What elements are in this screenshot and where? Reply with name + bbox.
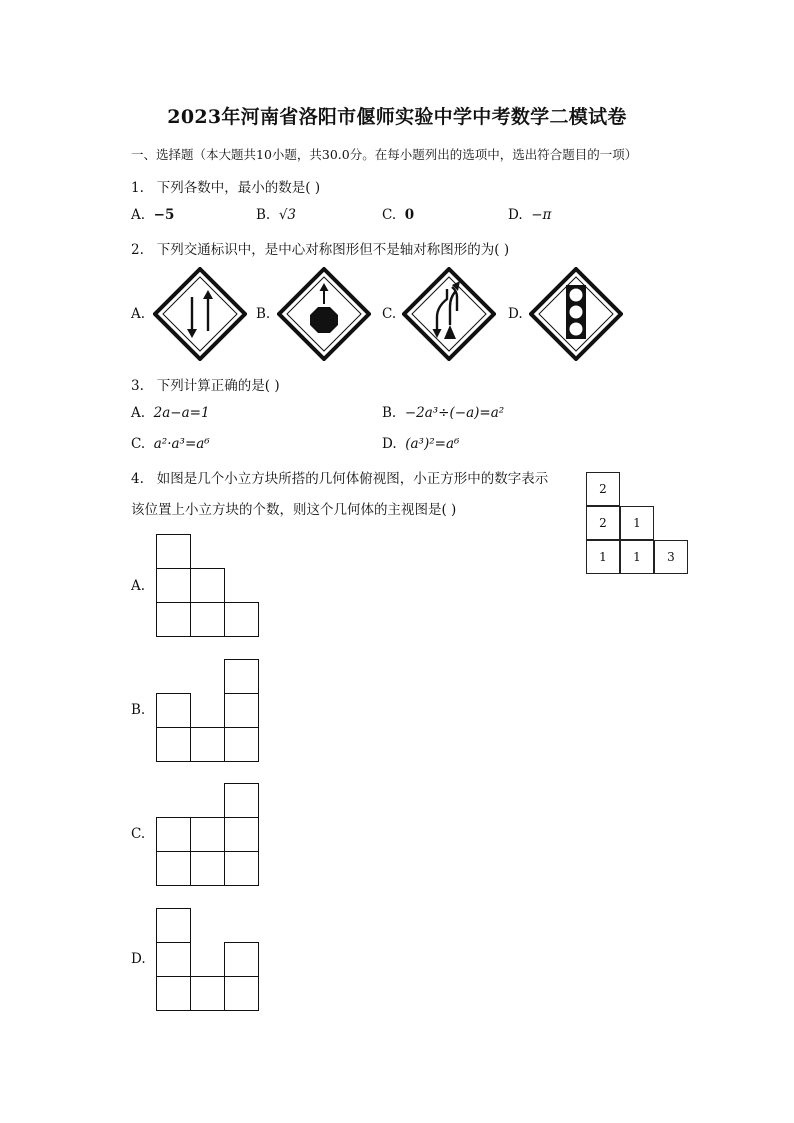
cube-face bbox=[156, 851, 191, 886]
cube-face bbox=[224, 659, 259, 694]
option-value: −5 bbox=[153, 207, 175, 223]
cube-face bbox=[224, 976, 259, 1011]
traffic-light-sign-icon[interactable] bbox=[529, 267, 623, 361]
option-value: 2a−a=1 bbox=[153, 405, 210, 421]
question-4 bbox=[131, 467, 548, 487]
option-label: B. bbox=[382, 405, 397, 421]
question-number: 4. bbox=[131, 471, 144, 487]
option-label: B. bbox=[256, 207, 271, 223]
option-value: √3 bbox=[278, 207, 297, 223]
cube-face bbox=[224, 942, 259, 977]
question-4-line-2: 该位置上小立方块的个数，则这个几何体的主视图是( ) bbox=[131, 502, 457, 518]
q2-option-c-label[interactable]: C. bbox=[382, 306, 397, 322]
top-view-cell: 1 bbox=[620, 540, 654, 574]
cube-face bbox=[156, 817, 191, 852]
option-label: D. bbox=[508, 207, 523, 223]
q3-option-a[interactable] bbox=[131, 405, 210, 421]
arrow-stop-octagon-sign-icon[interactable] bbox=[277, 267, 371, 361]
merge-lanes-sign-icon[interactable] bbox=[402, 267, 496, 361]
top-view-cell: 1 bbox=[620, 506, 654, 540]
section-header: 一、选择题（本大题共10小题，共30.0分。在每小题列出的选项中，选出符合题目的一项） bbox=[131, 147, 638, 162]
q4-option-b-label[interactable]: B. bbox=[131, 702, 146, 718]
q1-option-a[interactable] bbox=[131, 207, 174, 223]
option-label: C. bbox=[382, 207, 397, 223]
cube-face bbox=[224, 602, 259, 637]
question-3 bbox=[131, 374, 280, 394]
cube-face bbox=[224, 727, 259, 762]
cube-face bbox=[156, 727, 191, 762]
question-1 bbox=[131, 176, 320, 196]
question-text-line-1: 如图是几个小立方块所搭的几何体俯视图，小正方形中的数字表示 bbox=[156, 471, 549, 487]
q4-option-a-label[interactable]: A. bbox=[131, 578, 146, 594]
cube-face bbox=[190, 727, 225, 762]
q2-option-d-label[interactable]: D. bbox=[508, 306, 523, 322]
cube-face bbox=[224, 783, 259, 818]
cube-face bbox=[156, 534, 191, 569]
cube-face bbox=[156, 908, 191, 943]
q1-option-d[interactable] bbox=[508, 207, 551, 223]
q4-option-c-figure[interactable] bbox=[156, 783, 258, 885]
cube-face bbox=[156, 942, 191, 977]
cube-face bbox=[224, 693, 259, 728]
q3-option-d[interactable] bbox=[382, 436, 459, 452]
cube-face bbox=[156, 693, 191, 728]
q4-option-d-figure[interactable] bbox=[156, 908, 258, 1010]
option-value: (a³)²=a⁶ bbox=[405, 436, 460, 452]
cube-face bbox=[190, 568, 225, 603]
q1-option-b[interactable] bbox=[256, 207, 296, 223]
q4-option-c-label[interactable]: C. bbox=[131, 826, 146, 842]
question-number: 3. bbox=[131, 378, 144, 394]
top-view-cell: 1 bbox=[586, 540, 620, 574]
option-value: −2a³÷(−a)=a² bbox=[404, 405, 505, 421]
option-value: −π bbox=[531, 207, 552, 223]
two-way-arrows-sign-icon[interactable] bbox=[153, 267, 247, 361]
option-label: C. bbox=[131, 436, 146, 452]
q2-option-a-label[interactable]: A. bbox=[131, 306, 146, 322]
option-label: D. bbox=[382, 436, 397, 452]
cube-face bbox=[190, 851, 225, 886]
cube-face bbox=[224, 851, 259, 886]
top-view-figure bbox=[586, 472, 690, 576]
question-2 bbox=[131, 238, 509, 258]
question-number: 1. bbox=[131, 180, 144, 196]
q3-option-c[interactable] bbox=[131, 436, 210, 452]
q3-option-b[interactable] bbox=[382, 405, 504, 421]
q2-option-b-label[interactable]: B. bbox=[256, 306, 271, 322]
q4-option-a-figure[interactable] bbox=[156, 534, 258, 636]
page-title: 2023年河南省洛阳市偃师实验中学中考数学二模试卷 bbox=[167, 106, 627, 128]
cube-face bbox=[156, 602, 191, 637]
cube-face bbox=[190, 817, 225, 852]
top-view-cell: 2 bbox=[586, 506, 620, 540]
question-text: 下列各数中，最小的数是( ) bbox=[156, 180, 321, 196]
top-view-cell: 2 bbox=[586, 472, 620, 506]
option-value: 0 bbox=[404, 207, 415, 223]
q1-option-c[interactable] bbox=[382, 207, 414, 223]
cube-face bbox=[190, 602, 225, 637]
cube-face bbox=[224, 817, 259, 852]
question-number: 2. bbox=[131, 242, 144, 258]
question-text: 下列交通标识中，是中心对称图形但不是轴对称图形的为( ) bbox=[156, 242, 510, 258]
question-text: 下列计算正确的是( ) bbox=[156, 378, 280, 394]
option-value: a²·a³=a⁶ bbox=[153, 436, 210, 452]
cube-face bbox=[156, 976, 191, 1011]
q4-option-b-figure[interactable] bbox=[156, 659, 258, 761]
cube-face bbox=[156, 568, 191, 603]
option-label: A. bbox=[131, 405, 146, 421]
top-view-cell: 3 bbox=[654, 540, 688, 574]
option-label: A. bbox=[131, 207, 146, 223]
q4-option-d-label[interactable]: D. bbox=[131, 951, 146, 967]
cube-face bbox=[190, 976, 225, 1011]
